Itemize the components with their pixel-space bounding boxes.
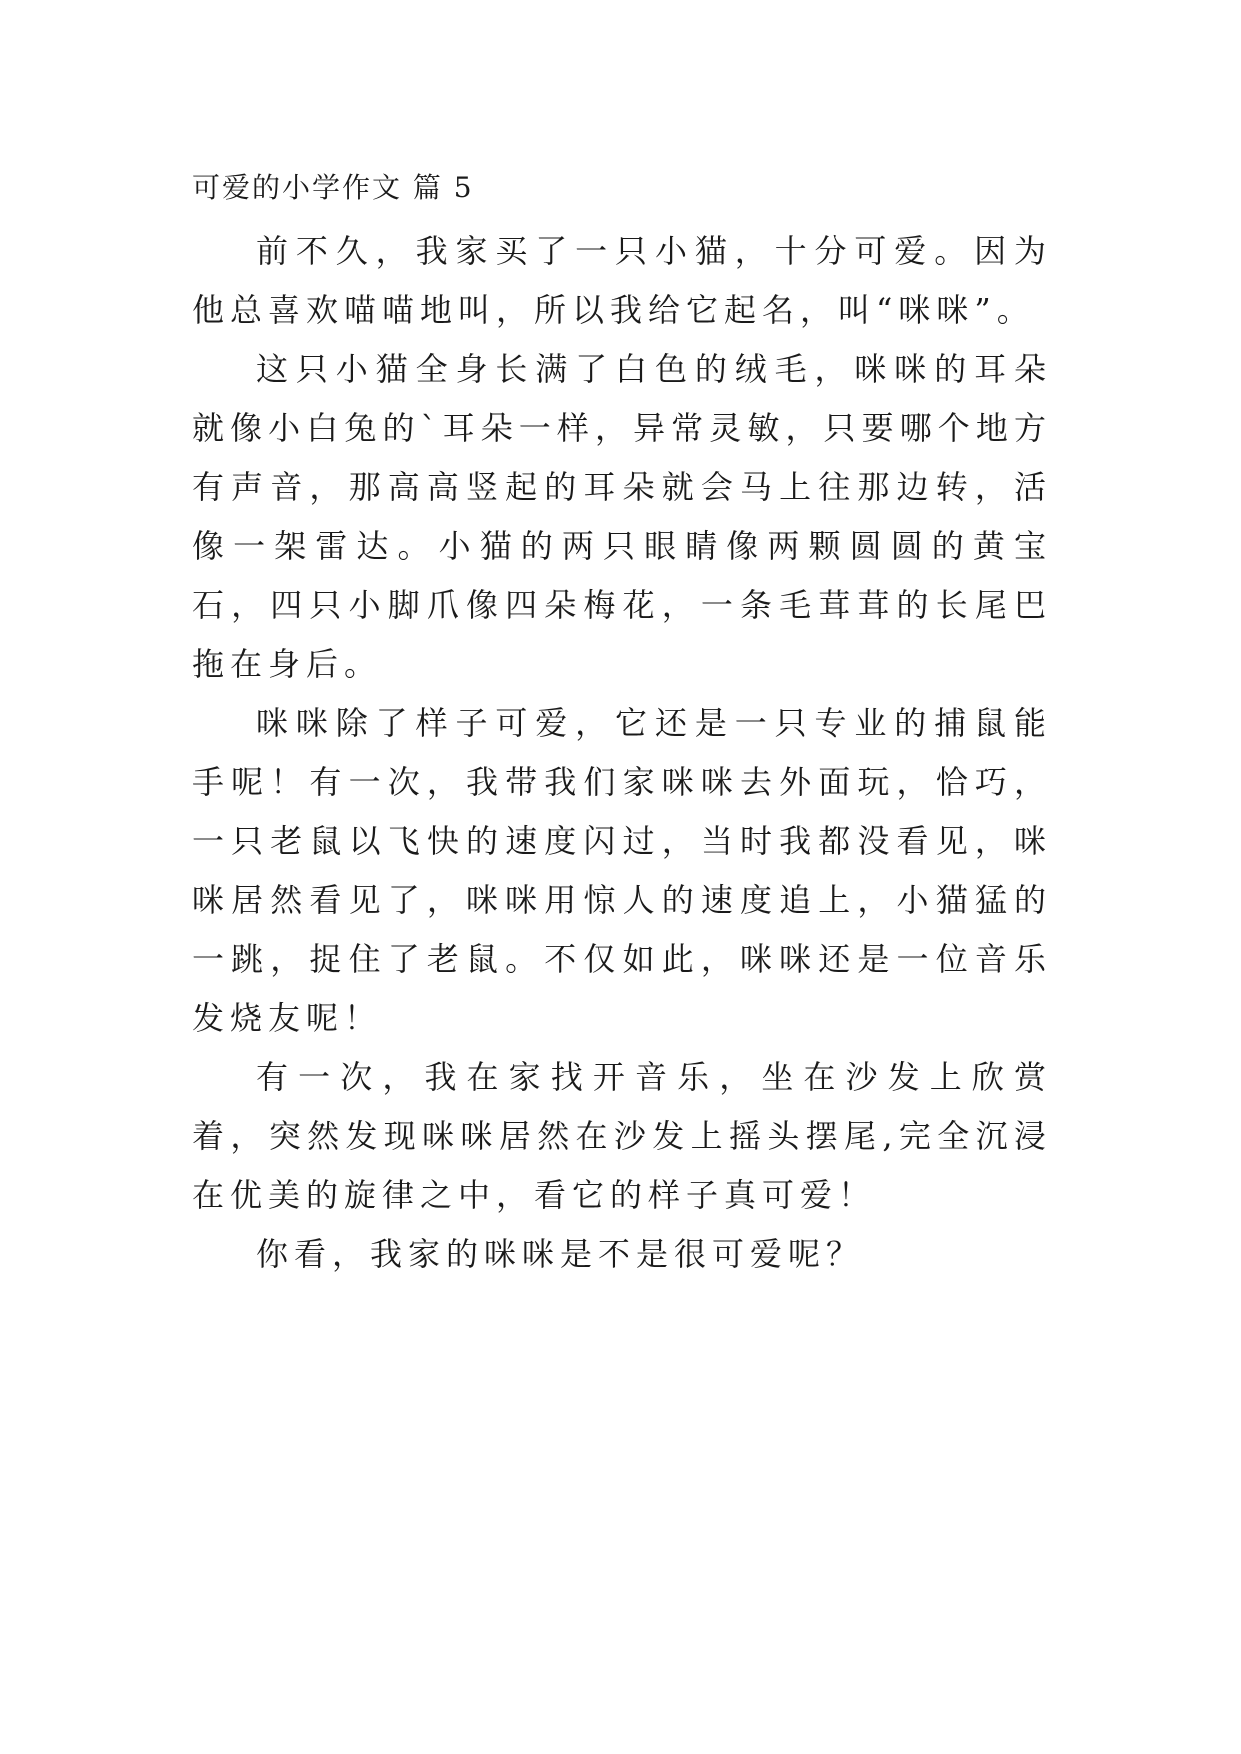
- paragraph-2: 这只小猫全身长满了白色的绒毛，咪咪的耳朵就像小白兔的`耳朵一样，异常灵敏，只要哪个地方有声音，那高高竖起的耳朵就会马上往那边转，活像一架雷达。小猫的两只眼睛像两颗圆圆的黄宝石，四只小脚爪像四朵梅花，一条毛茸茸的长尾巴拖在身后。: [192, 350, 1052, 683]
- paragraph-3: 咪咪除了样子可爱，它还是一只专业的捕鼠能手呢！有一次，我带我们家咪咪去外面玩，恰巧，一只老鼠以飞快的速度闪过，当时我都没看见，咪咪居然看见了，咪咪用惊人的速度追上，小猫猛的一跳，捉住了老鼠。不仅如此，咪咪还是一位音乐发烧友呢！: [192, 704, 1052, 1037]
- paragraph-1: 前不久，我家买了一只小猫，十分可爱。因为他总喜欢喵喵地叫，所以我给它起名，叫“咪咪”。: [192, 232, 1052, 329]
- paragraph-4: 有一次，我在家找开音乐，坐在沙发上欣赏着，突然发现咪咪居然在沙发上摇头摆尾,完全沉浸在优美的旋律之中，看它的样子真可爱！: [192, 1058, 1052, 1214]
- document-body: [192, 222, 1052, 1284]
- document-title: 可爱的小学作文 篇 5: [192, 171, 474, 204]
- paragraph-5: 你看，我家的咪咪是不是很可爱呢？: [256, 1235, 865, 1273]
